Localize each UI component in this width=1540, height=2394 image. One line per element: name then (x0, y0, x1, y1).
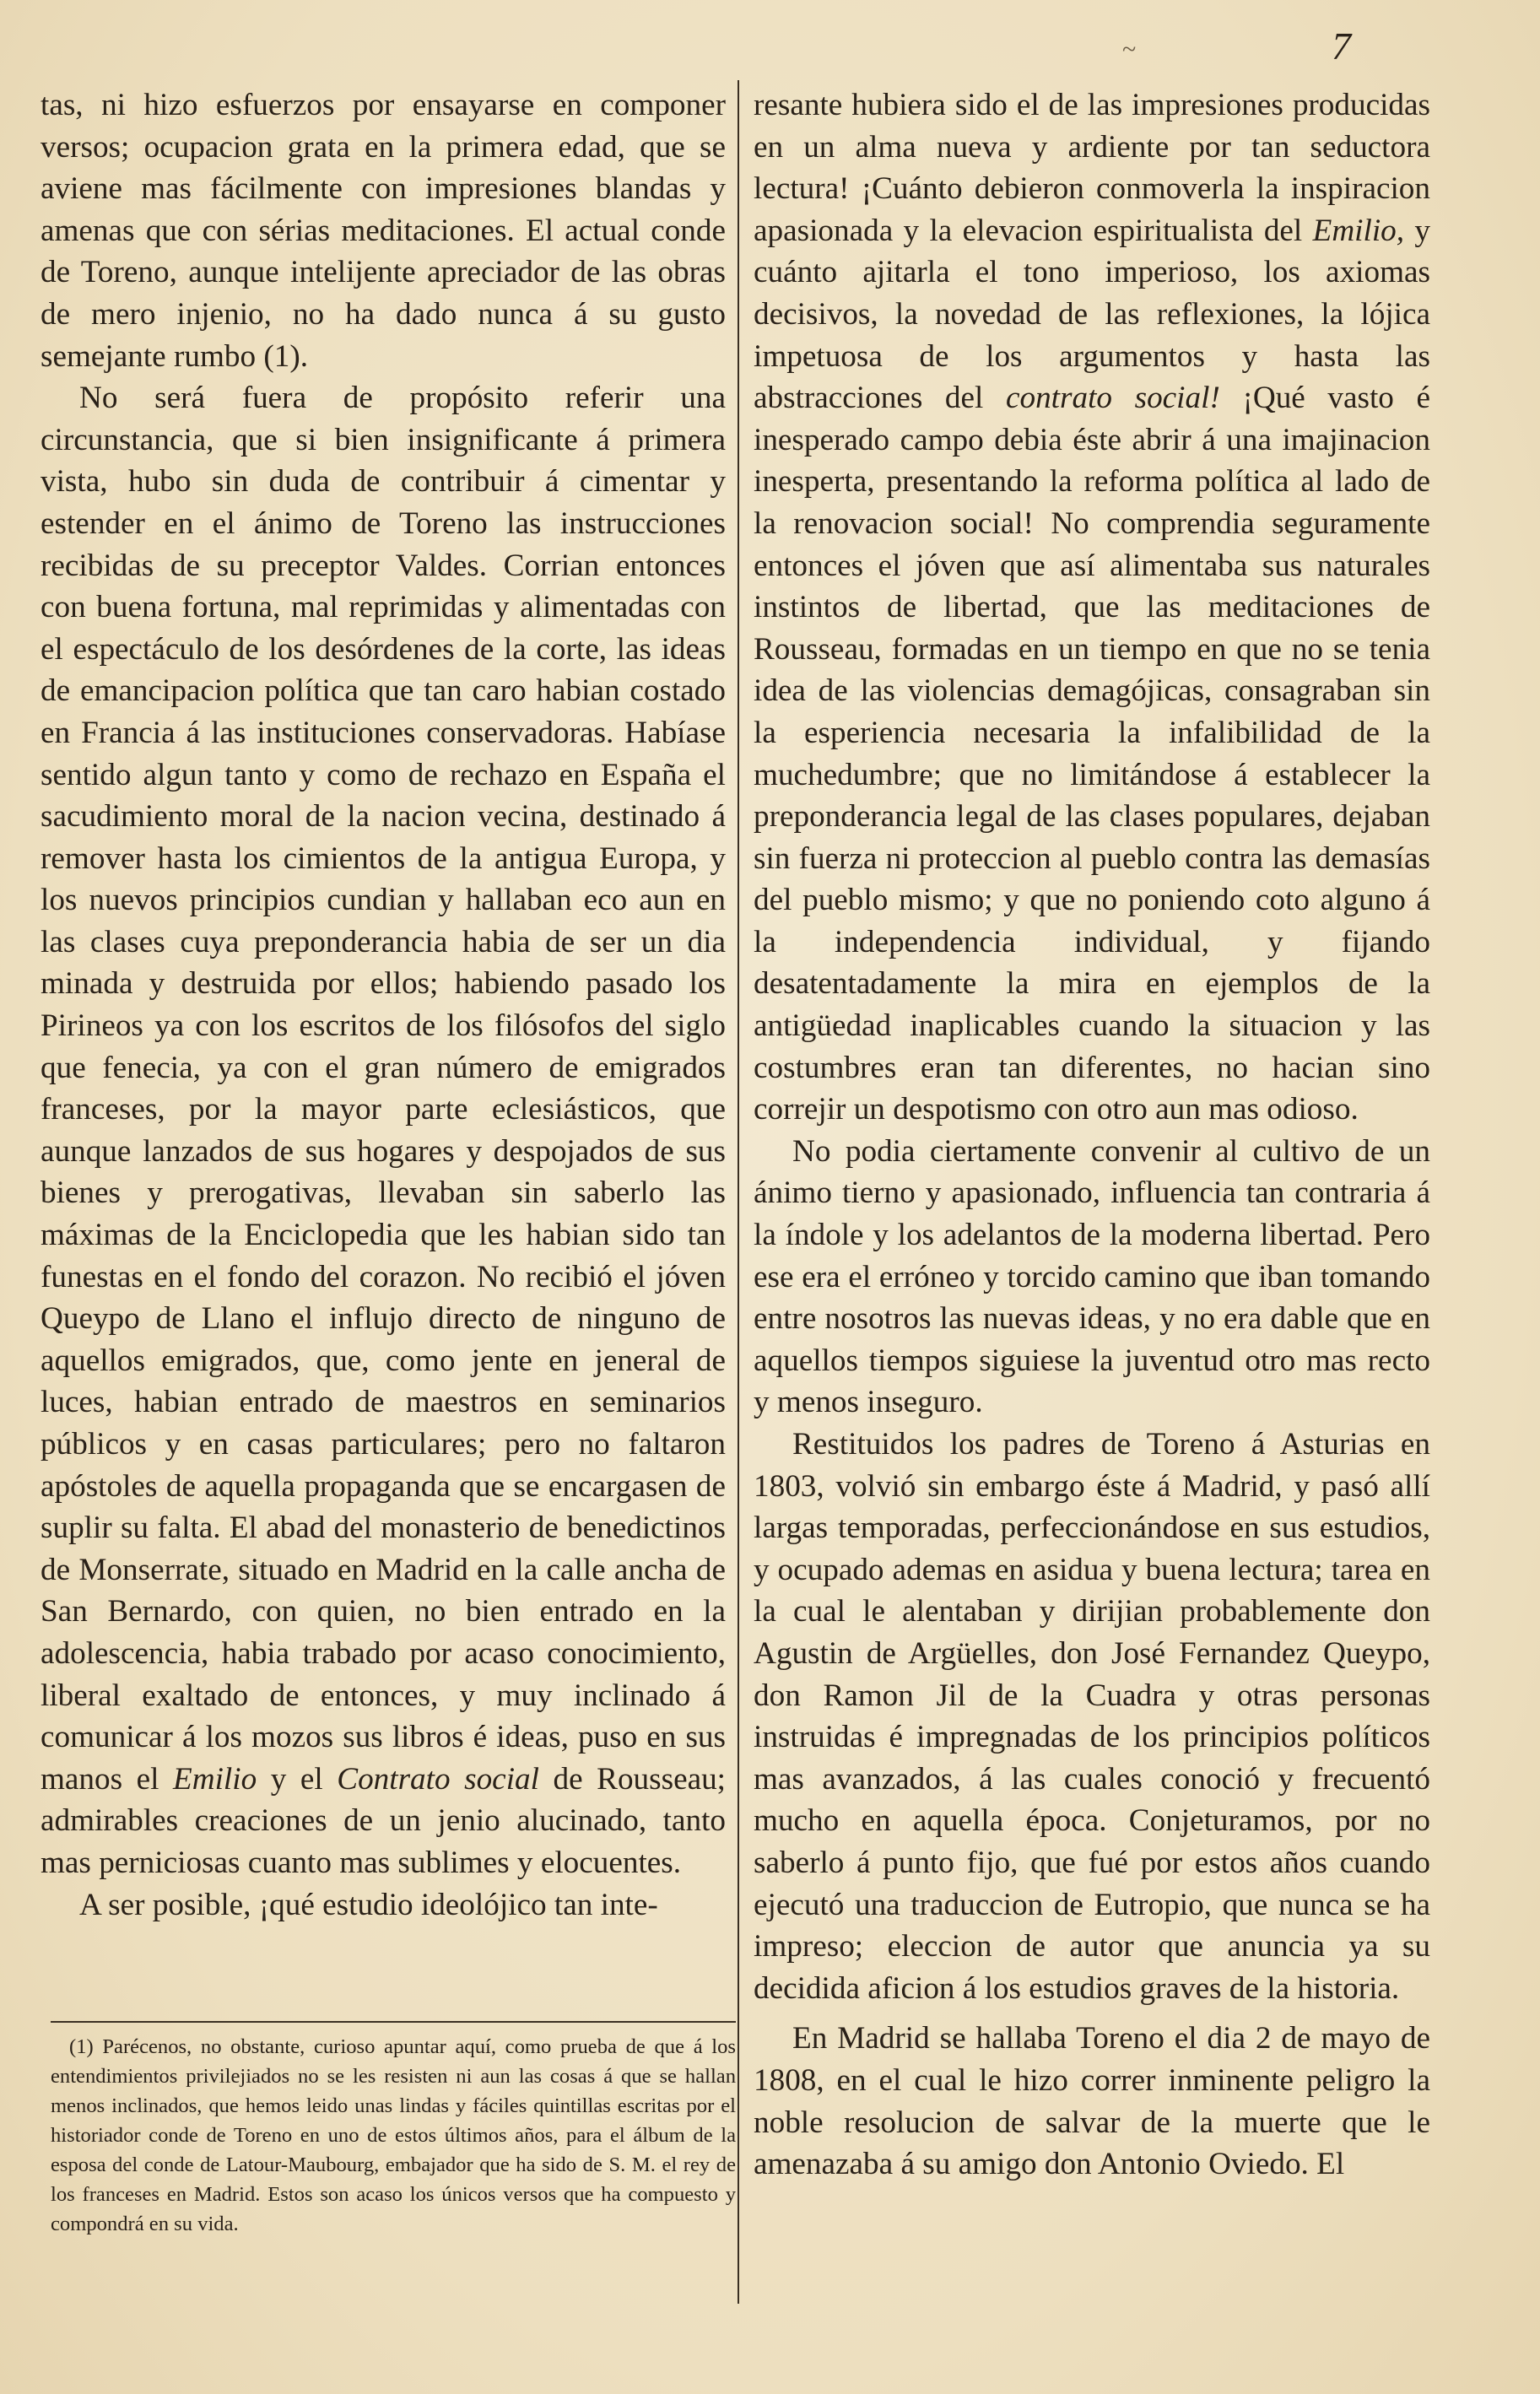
right-column (754, 84, 1430, 2186)
left-column (41, 84, 726, 1926)
right-paragraph-1: resante hubiera sido el de las impresiones producidas en un alma nueva y ardiente por tan seductora lectura! ¡Cuánto debieron conmoverla la inspiracion apasionada y la elevacion espiritualista del Emilio, y cuánto ajitarla el tono imperioso, los axiomas decisivos, la novedad de las reflexiones, la lójica impetuosa de los argumentos y hasta las abstracciones del contrato social! ¡Qué vasto é inesperado campo debia éste abrir á una imajinacion inesperta, presentando la reforma política al lado de la renovacion social! No comprendia seguramente entonces el jóven que así alimentaba sus naturales instintos de libertad, que las meditaciones de Rousseau, formadas en un tiempo en que no se tenia idea de las violencias demagójicas, consagraban sin la esperiencia necesaria la infalibilidad de la muchedumbre; que no limitándose á establecer la preponderancia legal de las clases populares, dejaban sin fuerza ni proteccion al pueblo contra las demasías del pueblo mismo; y que no poniendo coto alguno á la independencia individual, y fijando desatentadamente la mira en ejemplos de la antigüedad inaplicables cuando la situacion y las costumbres eran tan diferentes, no hacian sino correjir un despotismo con otro aun mas odioso. (754, 88, 1431, 1127)
contrato-social-title-2: contrato social! (1005, 381, 1220, 416)
left-paragraph-1: tas, ni hizo esfuerzos por ensayarse en componer versos; ocupacion grata en la primera edad, que se aviene mas fácilmente con impresiones blandas y amenas que con sérias meditaciones. El actual conde de Toreno, aunque intelijente apreciador de las obras de mero injenio, no ha dado nunca á su gusto semejante rumbo (1). (41, 88, 726, 374)
contrato-social-title: Contrato social (337, 1761, 539, 1797)
page-number: 7 (1332, 24, 1351, 68)
footnote-rule (51, 2021, 736, 2023)
footnote-text: (1) Parécenos, no obstante, curioso apuntar aquí, como prueba de que á los entendimientos privilejiados no se les resisten ni aun las cosas á que se hallan menos inclinados, que hemos leido unas lindas y fáciles quintillas escritas por el historiador conde de Toreno en uno de estos últimos años, para el álbum de la esposa del conde de Latour-Maubourg, embajador que ha sido de S. M. el rey de los franceses en Madrid. Estos son acaso los únicos versos que ha compuesto y compondrá en su vida. (51, 2035, 736, 2235)
emilio-title-2: Emilio, (1312, 213, 1405, 248)
column-divider (738, 80, 739, 2304)
right-paragraph-2: No podia ciertamente convenir al cultivo de un ánimo tierno y apasionado, influencia tan contraria á la índole y los adelantos de la moderna libertad. Pero ese era el erróneo y torcido camino que iban tomando entre nosotros las nuevas ideas, y no era dable que en aquellos tiempos siguiese la juventud otro mas recto y menos inseguro. (754, 1133, 1430, 1420)
emilio-title: Emilio (173, 1761, 257, 1797)
left-paragraph-2: No será fuera de propósito referir una circunstancia, que si bien insignificante á primera vista, hubo sin duda de contribuir á cimentar y estender en el ánimo de Toreno las instrucciones recibidas de su preceptor Valdes. Corrian entonces con buena fortuna, mal reprimidas y alimentadas con el espectáculo de los desórdenes de la corte, las ideas de emancipacion política que tan caro habian costado en Francia á las instituciones conservadoras. Habíase sentido algun tanto y como de rechazo en España el sacudimiento moral de la nacion vecina, destinado á remover hasta los cimientos de la antigua Europa, y los nuevos principios cundian y hallaban eco aun en las clases cuya preponderancia habia de ser un dia minada y destruida por ellos; habiendo pasado los Pirineos ya con los escritos de los filósofos del siglo que fenecia, ya con el gran número de emigrados franceses, por la mayor parte eclesiásticos, que aunque lanzados de sus hogares y despojados de sus bienes y prerogativas, llevaban sin saberlo las máximas de la Enciclopedia que les habian sido tan funestas en el fondo del corazon. No recibió el jóven Queypo de Llano el influjo directo de ninguno de aquellos emigrados, que, como jente en jeneral de luces, habian entrado de maestros en seminarios públicos y en casas particulares; pero no faltaron apóstoles de aquella propaganda que se encargasen de suplir su falta. El abad del monasterio de benedictinos de Monserrate, situado en Madrid en la calle ancha de San Bernardo, con quien, no bien entrado en la adolescencia, habia trabado por acaso conocimiento, liberal exaltado de entonces, y muy inclinado á comunicar á los mozos sus libros é ideas, puso en sus manos el Emilio y el Contrato social de Rousseau; admirables creaciones de un jenio alucinado, tanto mas perniciosas cuanto mas sublimes y elocuentes. (41, 381, 727, 1880)
left-paragraph-3: A ser posible, ¡qué estudio ideolójico tan inte- (79, 1887, 658, 1922)
page-ornament: ~ (1122, 35, 1137, 63)
right-paragraph-3: Restituidos los padres de Toreno á Asturias en 1803, volvió sin embargo éste á Madrid, y pasó allí largas temporadas, perfeccionándose en sus estudios, y ocupado ademas en asidua y buena lectura; tarea en la cual le alentaban y dirijian probablemente don Agustin de Argüelles, don José Fernandez Queypo, don Ramon Jil de la Cuadra y otras personas instruidas é impregnadas de los principios políticos mas avanzados, á las cuales conoció y frecuentó mucho en aquella época. Conjeturamos, por no saberlo á punto fijo, que fué por estos años cuando ejecutó una traduccion de Eutropio, que nunca se ha impreso; eleccion de autor que anuncia ya su decidida aficion á los estudios graves de la historia. (754, 1427, 1430, 2006)
right-paragraph-4: En Madrid se hallaba Toreno el dia 2 de mayo de 1808, en el cual le hizo correr inminente peligro la noble resolucion de salvar de la muerte que le amenazaba á su amigo don Antonio Oviedo. El (754, 2021, 1430, 2182)
footnote (51, 2032, 736, 2239)
